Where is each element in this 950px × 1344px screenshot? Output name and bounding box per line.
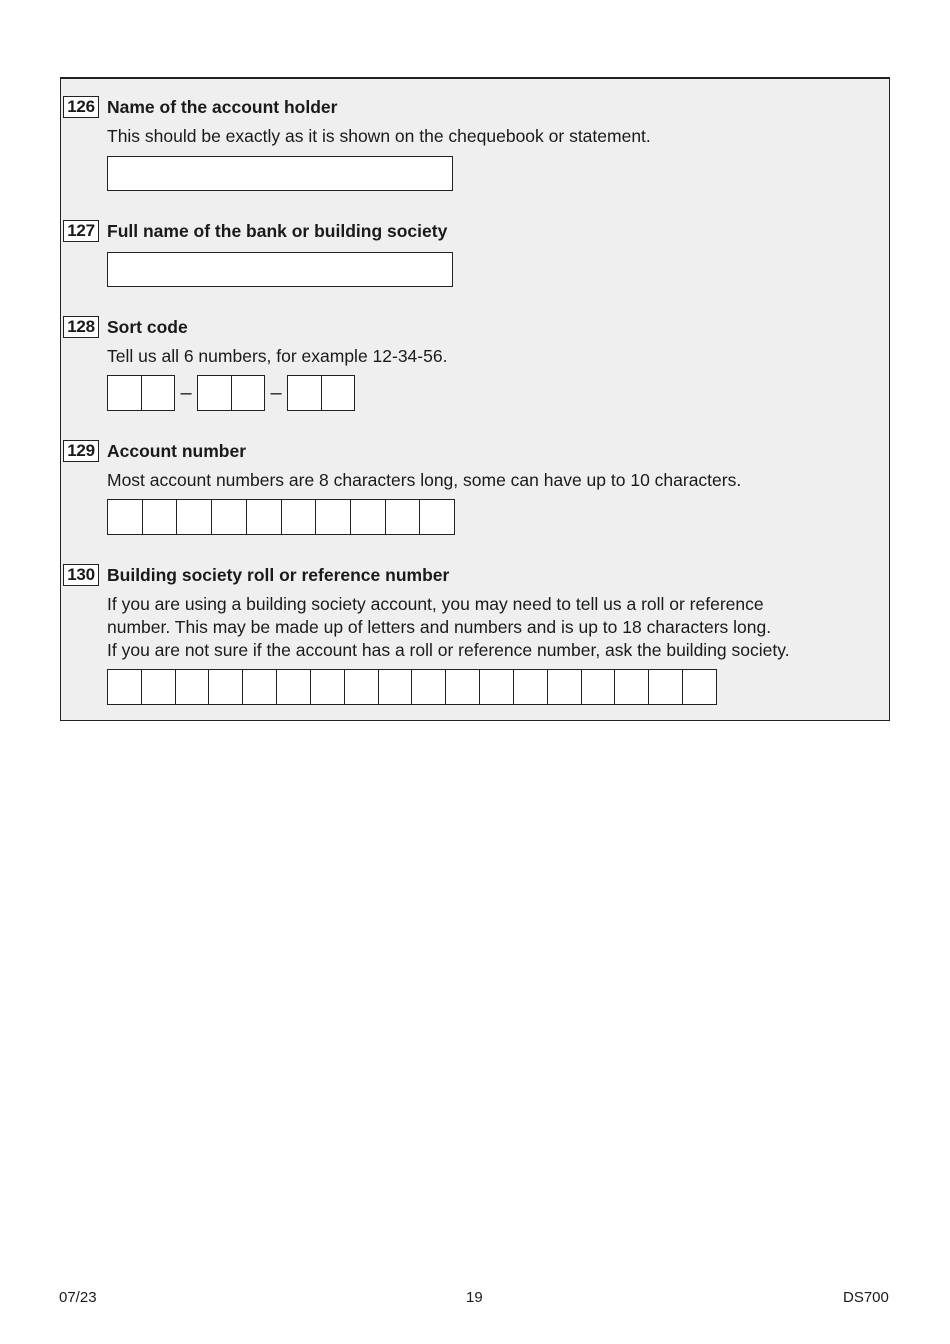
- account-number-char-input[interactable]: [419, 500, 454, 534]
- footer-date: 07/23: [59, 1289, 97, 1306]
- footer-page-number: 19: [466, 1289, 483, 1306]
- account-number-char-input[interactable]: [211, 500, 246, 534]
- account-number-char-input[interactable]: [142, 500, 177, 534]
- roll-number-char-input[interactable]: [411, 670, 445, 704]
- roll-number-char-input[interactable]: [108, 670, 141, 704]
- help-line: number. This may be made up of letters and numbers and is up to 18 characters long.: [107, 617, 772, 637]
- bank-details-panel: [60, 77, 890, 721]
- account-number-char-input[interactable]: [281, 500, 316, 534]
- roll-number-char-input[interactable]: [682, 670, 716, 704]
- sort-code-digit-input[interactable]: [231, 376, 264, 410]
- roll-number-char-input[interactable]: [141, 670, 175, 704]
- question-label: Name of the account holder: [107, 97, 338, 117]
- help-line: If you are using a building society account, you may need to tell us a roll or reference: [107, 594, 764, 614]
- question-number: 128: [63, 316, 99, 338]
- account-holder-name-input[interactable]: [107, 156, 453, 191]
- roll-number-char-input[interactable]: [479, 670, 513, 704]
- account-number-char-input[interactable]: [246, 500, 281, 534]
- account-number-char-input[interactable]: [315, 500, 350, 534]
- account-number-cells: [107, 499, 455, 535]
- question-label: Full name of the bank or building society: [107, 221, 448, 241]
- account-number-char-input[interactable]: [108, 500, 142, 534]
- sort-code-digit-input[interactable]: [288, 376, 321, 410]
- account-number-char-input[interactable]: [350, 500, 385, 534]
- help-line: If you are not sure if the account has a roll or reference number, ask the building society.: [107, 640, 790, 660]
- question-number: 129: [63, 440, 99, 462]
- sort-code-pair-3: [287, 375, 355, 411]
- sort-code-digit-input[interactable]: [198, 376, 231, 410]
- roll-number-char-input[interactable]: [208, 670, 242, 704]
- sort-code-digit-input[interactable]: [108, 376, 141, 410]
- roll-number-field: [107, 669, 717, 705]
- roll-number-char-input[interactable]: [547, 670, 581, 704]
- roll-number-char-input[interactable]: [175, 670, 209, 704]
- roll-number-char-input[interactable]: [242, 670, 276, 704]
- sort-code-digit-input[interactable]: [321, 376, 354, 410]
- roll-number-char-input[interactable]: [276, 670, 310, 704]
- question-label: Building society roll or reference number: [107, 565, 450, 585]
- sort-code-field: [107, 375, 355, 411]
- sort-code-pair-1: [107, 375, 175, 411]
- roll-number-char-input[interactable]: [378, 670, 412, 704]
- roll-number-cells: [107, 669, 717, 705]
- sort-code-separator: –: [180, 382, 192, 404]
- question-number: 126: [63, 96, 99, 118]
- sort-code-digit-input[interactable]: [141, 376, 174, 410]
- sort-code-pair-2: [197, 375, 265, 411]
- bank-name-input[interactable]: [107, 252, 453, 287]
- account-number-char-input[interactable]: [385, 500, 420, 534]
- footer-form-code: DS700: [843, 1289, 889, 1306]
- roll-number-char-input[interactable]: [310, 670, 344, 704]
- roll-number-char-input[interactable]: [513, 670, 547, 704]
- roll-number-char-input[interactable]: [344, 670, 378, 704]
- roll-number-char-input[interactable]: [648, 670, 682, 704]
- question-number: 127: [63, 220, 99, 242]
- sort-code-separator: –: [270, 382, 282, 404]
- account-number-char-input[interactable]: [176, 500, 211, 534]
- question-label: Sort code: [107, 317, 188, 337]
- question-help: [107, 593, 877, 662]
- question-help: Tell us all 6 numbers, for example 12-34-56.: [107, 346, 448, 366]
- roll-number-char-input[interactable]: [581, 670, 615, 704]
- question-help: Most account numbers are 8 characters long, some can have up to 10 characters.: [107, 470, 742, 490]
- question-label: Account number: [107, 441, 247, 461]
- roll-number-char-input[interactable]: [614, 670, 648, 704]
- question-number: 130: [63, 564, 99, 586]
- question-help: This should be exactly as it is shown on the chequebook or statement.: [107, 126, 651, 146]
- roll-number-char-input[interactable]: [445, 670, 479, 704]
- account-number-field: [107, 499, 455, 535]
